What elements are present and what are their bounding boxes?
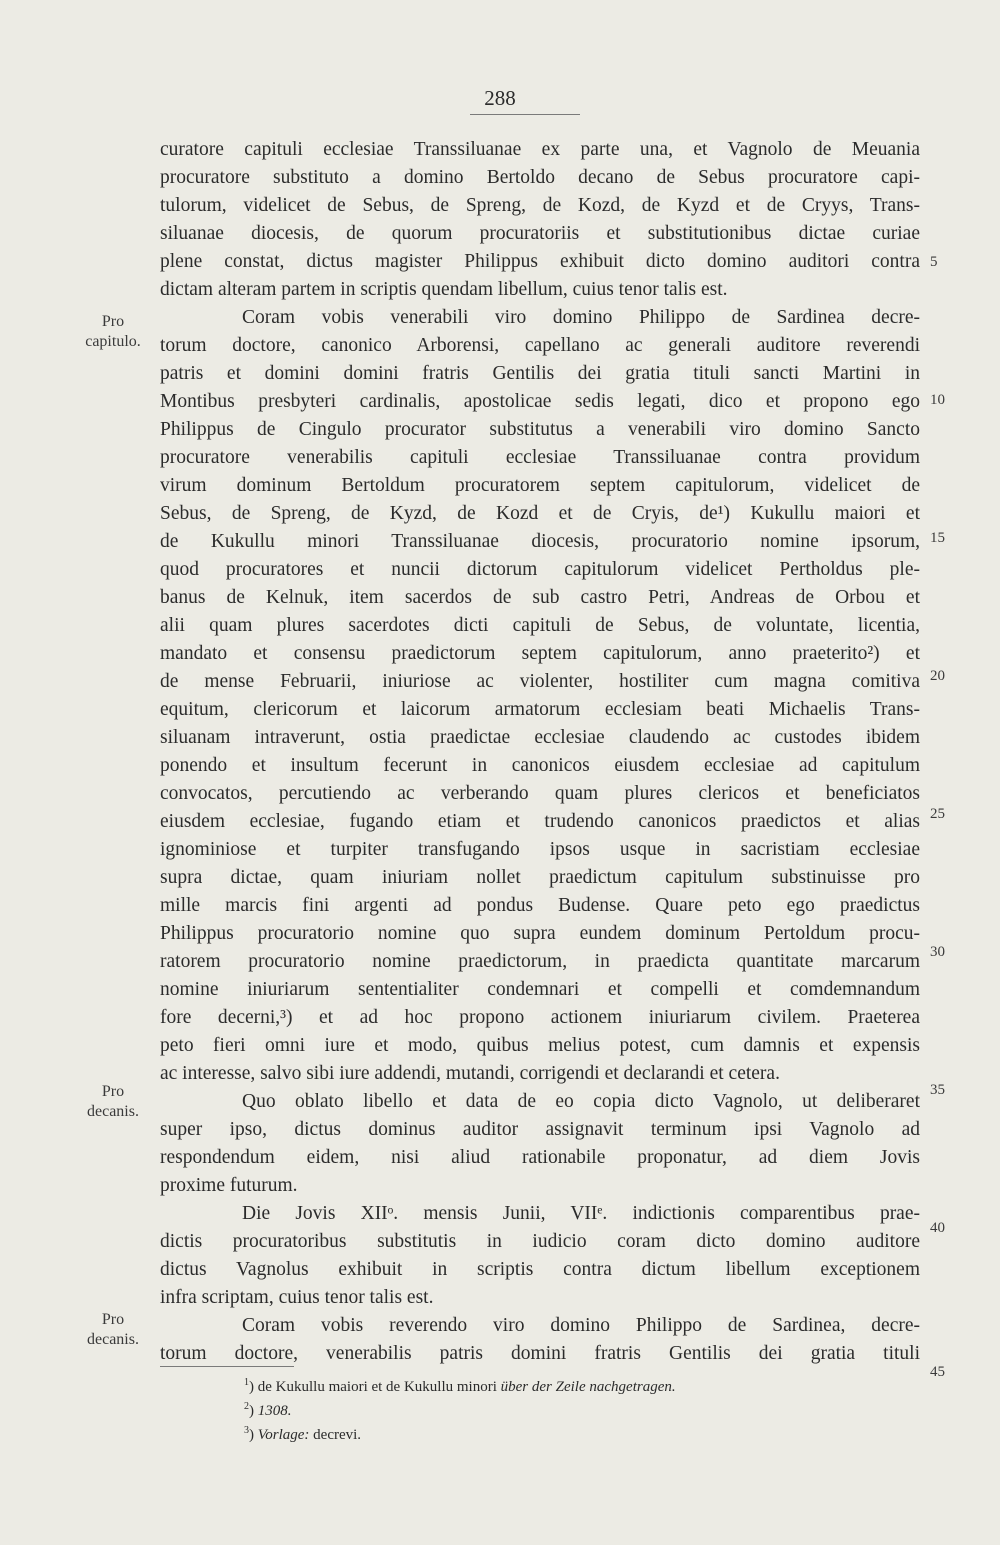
text-line: de Kukullu minori Transsiluanae diocesis, procuratorio nomine ipsorum, [160, 531, 920, 552]
text-line: mandato et consensu praedictorum septem capitulorum, anno praeterito²) et [160, 643, 920, 664]
text-line: alii quam plures sacerdotes dicti capituli de Sebus, de voluntate, licentia, [160, 615, 920, 636]
text-line: infra scriptam, cuius tenor talis est. [160, 1287, 434, 1308]
text-line: de mense Februarii, iniuriose ac violenter, hostiliter cum magna comitiva [160, 671, 920, 692]
text-line: ratorem procuratorio nomine praedictorum, in praedicta quantitate marcarum [160, 951, 920, 972]
footnote: $^2$) 1308. [244, 1401, 292, 1419]
text-line: supra dictae, quam iniuriam nollet praedictum capitulum substinuisse pro [160, 867, 920, 888]
text-line: mille marcis fini argenti ad pondus Budense. Quare peto ego praedictus [160, 895, 920, 916]
text-line: peto fieri omni iure et modo, quibus melius potest, cum damnis et expensis [160, 1035, 920, 1056]
page-number: 288 [484, 86, 516, 110]
text-line: torum doctore, venerabilis patris domini fratris Gentilis dei gratia tituli [160, 1343, 920, 1364]
text-line: super ipso, dictus dominus auditor assignavit terminum ipsi Vagnolo ad [160, 1119, 920, 1140]
line-number: 20 [930, 668, 945, 684]
line-number: 45 [930, 1364, 945, 1380]
line-number: 15 [930, 530, 945, 546]
text-line: dictam alteram partem in scriptis quendam libellum, cuius tenor talis est. [160, 279, 728, 300]
text-line: ponendo et insultum fecerunt in canonicos eiusdem ecclesiae ad capitulum [160, 755, 920, 776]
line-number: 30 [930, 944, 945, 960]
line-number: 10 [930, 392, 945, 408]
text-line: siluanam intraverunt, ostia praedictae ecclesiae claudendo ac custodes ibidem [160, 727, 920, 748]
text-line: plene constat, dictus magister Philippus exhibuit dicto domino auditori contra [160, 251, 920, 272]
margin-note: Pro capitulo. [85, 313, 141, 350]
text-line: fore decerni,³) et ad hoc propono actionem iniuriarum civilem. Praeterea [160, 1007, 920, 1028]
line-number: 35 [930, 1082, 945, 1098]
text-line: patris et domini domini fratris Gentilis dei gratia tituli sancti Martini in [160, 363, 920, 384]
text-line: Philippus de Cingulo procurator substitutus a venerabili viro domino Sancto [160, 419, 920, 440]
text-line: respondendum eidem, nisi aliud rationabile proponatur, ad diem Jovis [160, 1147, 920, 1168]
text-line: Die Jovis XIIᵒ. mensis Junii, VIIᵉ. indictionis comparentibus prae- [242, 1203, 920, 1224]
text-line: curatore capituli ecclesiae Transsiluanae ex parte una, et Vagnolo de Meuania [160, 139, 920, 160]
page-number-rule [470, 114, 580, 115]
text-line: proxime futurum. [160, 1175, 298, 1196]
text-line: ignominiose et turpiter transfugando ipsos usque in sacristiam ecclesiae [160, 839, 920, 860]
text-line: banus de Kelnuk, item sacerdos de sub castro Petri, Andreas de Orbou et [160, 587, 920, 608]
margin-note: Pro decanis. [87, 1083, 139, 1120]
text-line: procuratore substituto a domino Bertoldo decano de Sebus procuratore capi- [160, 167, 920, 188]
text-line: Philippus procuratorio nomine quo supra eundem dominum Pertoldum procu- [160, 923, 920, 944]
text-line: virum dominum Bertoldum procuratorem septem capitulorum, videlicet de [160, 475, 920, 496]
margin-note: Pro decanis. [87, 1311, 139, 1348]
text-line: dictis procuratoribus substitutis in iudicio coram dicto domino auditore [160, 1231, 920, 1252]
text-line: torum doctore, canonico Arborensi, capellano ac generali auditore reverendi [160, 335, 920, 356]
text-line: eiusdem ecclesiae, fugando etiam et trudendo canonicos praedictos et alias [160, 811, 920, 832]
text-line: Quo oblato libello et data de eo copia dicto Vagnolo, ut deliberaret [242, 1091, 920, 1112]
footnote-rule [160, 1366, 294, 1367]
text-line: convocatos, percutiendo ac verberando quam plures clericos et beneficiatos [160, 783, 920, 804]
text-line: Coram vobis reverendo viro domino Philippo de Sardinea, decre- [242, 1315, 920, 1336]
text-line: tulorum, videlicet de Sebus, de Spreng, de Kozd, de Kyzd et de Cryys, Trans- [160, 195, 920, 216]
line-number: 5 [930, 254, 938, 270]
text-line: Montibus presbyteri cardinalis, apostolicae sedis legati, dico et propono ego [160, 391, 920, 412]
text-line: Sebus, de Spreng, de Kyzd, de Kozd et de Cryis, de¹) Kukullu maiori et [160, 503, 920, 524]
text-line: equitum, clericorum et laicorum armatorum ecclesiam beati Michaelis Trans- [160, 699, 920, 720]
text-line: Coram vobis venerabili viro domino Philippo de Sardinea decre- [242, 307, 920, 328]
text-line: ac interesse, salvo sibi iure addendi, mutandi, corrigendi et declarandi et cetera. [160, 1063, 780, 1084]
text-line: dictus Vagnolus exhibuit in scriptis contra dictum libellum exceptionem [160, 1259, 920, 1280]
line-number: 25 [930, 806, 945, 822]
footnote: $^1$) de Kukullu maiori et de Kukullu minori über der Zeile nachgetragen. [244, 1377, 676, 1395]
text-line: quod procuratores et nuncii dictorum capitulorum videlicet Pertholdus ple- [160, 559, 920, 580]
text-line: procuratore venerabilis capituli ecclesiae Transsiluanae contra providum [160, 447, 920, 468]
text-line: nomine iniuriarum sententialiter condemnari et compelli et comdemnandum [160, 979, 920, 1000]
line-number: 40 [930, 1220, 945, 1236]
text-line: siluanae diocesis, de quorum procuratoriis et substitutionibus dictae curiae [160, 223, 920, 244]
footnote: $^3$) Vorlage: decrevi. [244, 1425, 362, 1443]
